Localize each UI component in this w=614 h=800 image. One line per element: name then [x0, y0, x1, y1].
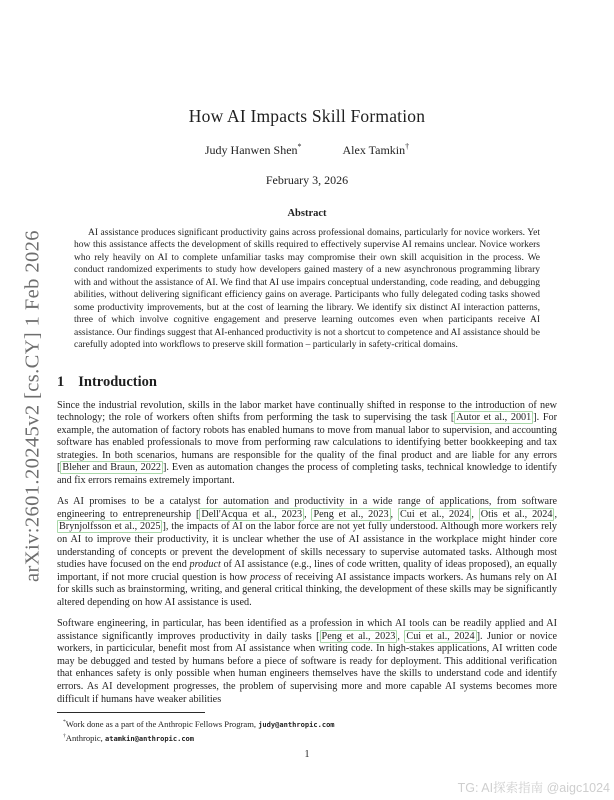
- section-number: 1: [57, 373, 65, 390]
- section-heading-introduction: [57, 374, 557, 391]
- author-name: Alex Tamkin: [342, 143, 406, 157]
- citation-link[interactable]: Cui et al., 2024: [399, 508, 470, 520]
- page-number: 1: [304, 749, 310, 760]
- citation-link[interactable]: Autor et al., 2001: [456, 412, 532, 424]
- paper-content: [57, 0, 557, 744]
- author-name: Judy Hanwen Shen: [204, 143, 298, 157]
- footnote-area: [57, 712, 557, 744]
- paragraph: Software engineering, in particular, has been identified as a profession in which AI tools can be readily applied and AI assistance significantly improves productivity in daily tasks [ Peng et al., 2023 , Cui et al., 2024 ]. Junior or novice workers, in particicular, benefit most from AI assistance when writing code. In high-stakes applications, AI written code may be debugged and tested by humans before a piece of software is ready for deployment. This additional verification that enhances safety is only possible when human engineers themselves have the skills to understand code and identify errors. As AI development progresses, the problem of supervising more and more capable AI systems becomes more difficult if humans have weaker abilities: [57, 618, 557, 705]
- citation-link[interactable]: Peng et al., 2023: [313, 508, 389, 520]
- abstract-text: AI assistance produces significant productivity gains across professional domains, particularly for novice workers. Yet how this assistance affects the development of skills required to effectively supervise AI remains unclear. Novice workers who rely heavily on AI to complete unfamiliar tasks may compromise their own skill acquisition in the process. We conduct randomized experiments to study how developers gained mastery of a new asynchronous programming library with and without the assistance of AI. We find that AI use impairs conceptual understanding, code reading, and debugging abilities, without delivering significant efficiency gains on average. Participants who fully delegated coding tasks showed some productivity improvements, but at the cost of learning the library. We identify six distinct AI interaction patterns, three of which involve cognitive engagement and preserve learning outcomes even when participants receive AI assistance. Our findings suggest that AI-enhanced productivity is not a shortcut to competence and AI assistance should be carefully adopted into workflows to preserve skill formation – particularly in safety-critical domains.: [74, 228, 540, 351]
- citation-link[interactable]: Otis et al., 2024: [480, 508, 553, 520]
- author-alex-tamkin: [343, 143, 410, 157]
- citation-link[interactable]: Bleher and Braun, 2022: [62, 462, 162, 474]
- paper-date: February 3, 2026: [265, 173, 349, 187]
- paragraph: As AI promises to be a catalyst for automation and productivity in a wide range of applications, from software engineering to entrepreneurship [ Dell'Acqua et al., 2023 , Peng et al., 2023 , Cui et al., 2024 , Otis et al., 2024 , Brynjolfsson et al., 2025 ], the impacts of AI on the labor force are not yet fully understood. Although more workers rely on AI to improve their productivity, it is unclear whether the use of AI assistance in the workplace might hinder core understanding of concepts or prevent the development of skills necessary to supervise automated tasks. Although most studies have focused on the end product of AI assistance (e.g., lines of code written, quality of ideas proposed), an equally important, if not more crucial question is how process of receiving AI assistance impacts workers. As humans rely on AI for skills such as brainstorming, writing, and general critical thinking, the development of these skills may be significantly altered depending on how AI assistance is used.: [57, 496, 558, 608]
- footnote: †Anthropic, atamkin@anthropic.com: [63, 732, 195, 743]
- footnote-marker: *: [63, 719, 66, 726]
- author-affiliation-marker: †: [405, 142, 410, 151]
- citation-link[interactable]: Peng et al., 2023: [321, 630, 396, 642]
- author-affiliation-marker: *: [297, 142, 302, 151]
- emphasized-text: process: [250, 571, 281, 583]
- telegram-watermark: TG: AI探索指南 @aigc1024: [457, 781, 610, 795]
- authors-row: [57, 142, 557, 158]
- abstract-heading: Abstract: [287, 208, 327, 219]
- section-title: Introduction: [78, 373, 157, 390]
- arxiv-stamp-label: arXiv:2601.20245v2 [cs.CY] 1 Feb 2026: [21, 230, 44, 582]
- introduction-body: [57, 400, 557, 707]
- paragraph: Since the industrial revolution, skills in the labor market have continually shifted in response to the introduction of new technology; the role of workers often shifts from performing the task to supervising the task [ Autor et al., 2001 ]. For example, the automation of factory robots has enabled humans to move from manual labor to supervision, and accounting software has enabled professionals to move from performing raw calculations to identifying better bookkeeping and tax strategies. In both scenarios, humans are responsible for the quality of the final product and are liable for any errors [ Bleher and Braun, 2022 ]. Even as automation changes the process of completing tasks, technical knowledge to identify and fix errors remains extremely important.: [57, 399, 557, 486]
- footnote-marker: †: [63, 732, 66, 739]
- emphasized-text: product: [189, 559, 221, 571]
- paper-title: How AI Impacts Skill Formation: [188, 106, 426, 126]
- footnote: *Work done as a part of the Anthropic Fellows Program, judy@anthropic.com: [63, 718, 335, 729]
- citation-link[interactable]: Dell'Acqua et al., 2023: [201, 508, 303, 520]
- email-text: judy@anthropic.com: [258, 719, 335, 729]
- footnote-rule: [57, 712, 205, 713]
- author-judy-hanwen-shen: [205, 143, 302, 157]
- email-text: atamkin@anthropic.com: [104, 733, 195, 743]
- citation-link[interactable]: Cui et al., 2024: [406, 630, 475, 642]
- citation-link[interactable]: Brynjolfsson et al., 2025: [59, 521, 161, 533]
